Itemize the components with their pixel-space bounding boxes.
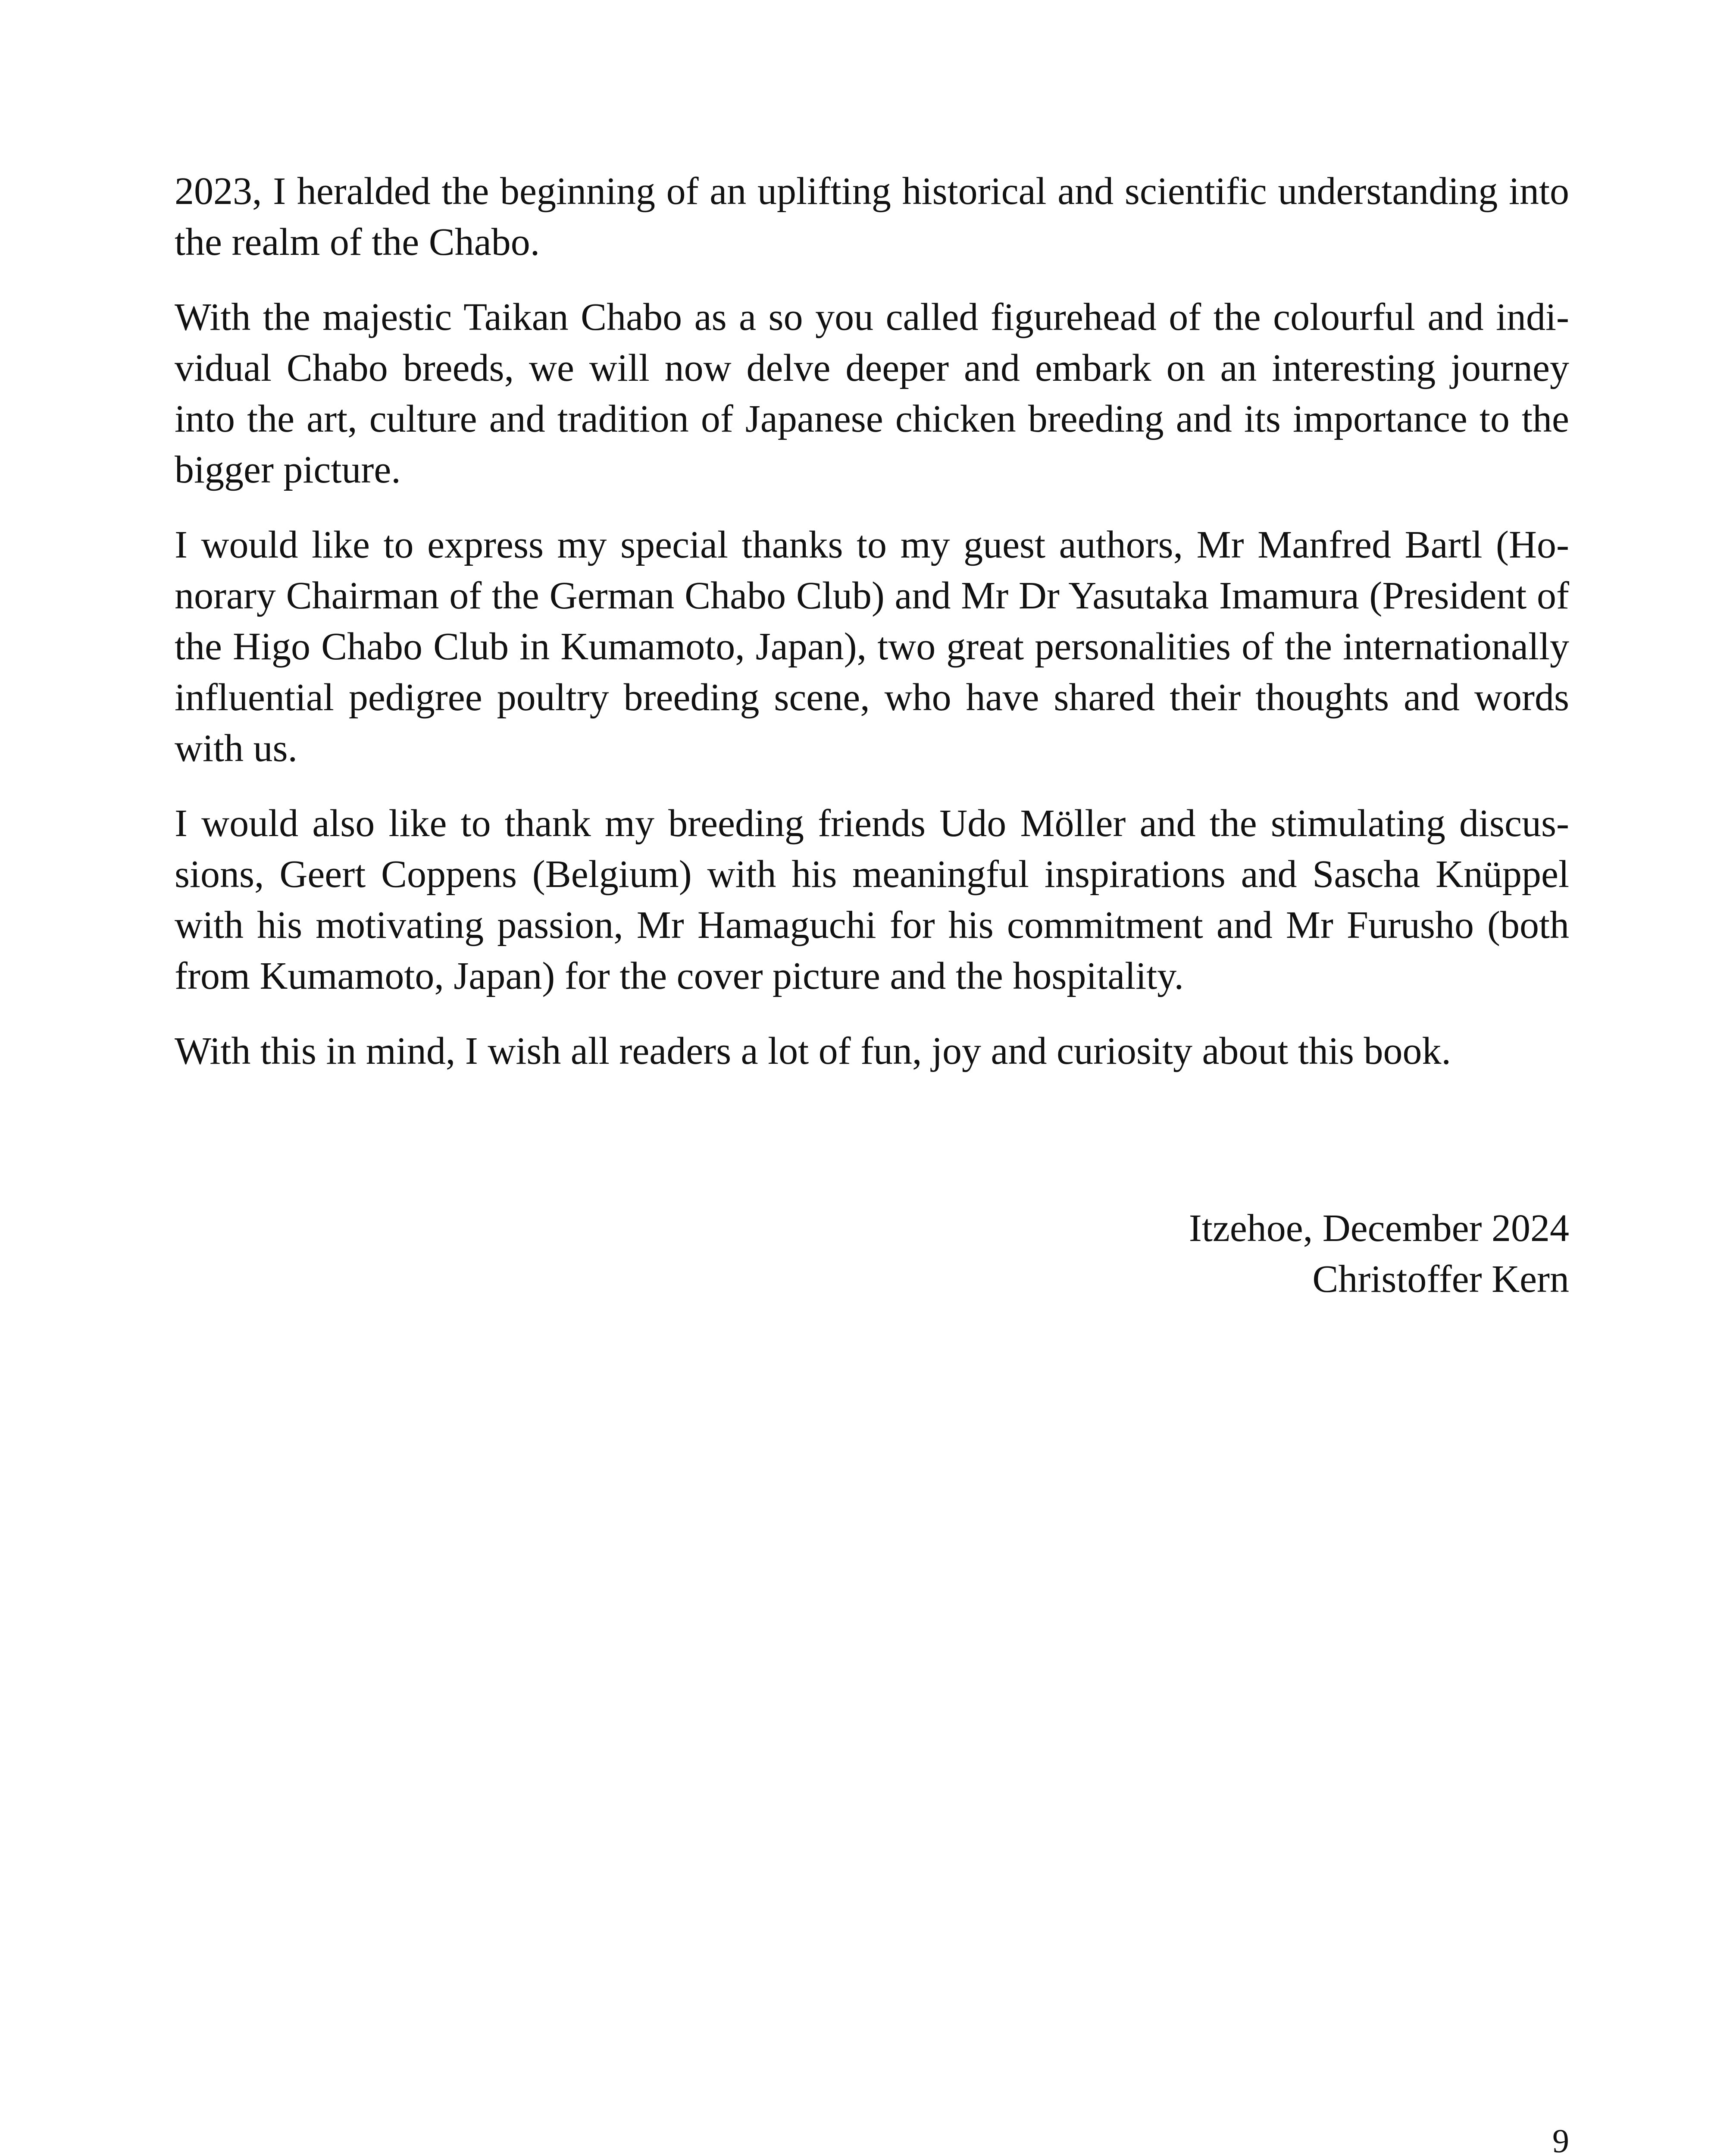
paragraph-3: I would like to express my special thanks to my guest authors, Mr Manfred Bartl (Honorary Chairman of the German Chabo Club) and Mr Dr Yasutaka Imamura (President of the Higo Chabo Club in Kumamoto, Japan), two great personalities of the internationally influential pedigree poultry breeding scene, who have shared their thoughts and words with us. (175, 523, 1569, 770)
paragraph-5: With this in mind, I wish all readers a lot of fun, joy and curiosity about this book. (175, 1030, 1451, 1072)
paragraph-1: 2023, I heralded the beginning of an uplifting historical and scientific understanding into the realm of the Chabo. (175, 170, 1569, 263)
signature-block (1189, 1203, 1569, 1305)
page-number: 9 (1552, 2122, 1569, 2156)
body-text (175, 166, 1569, 1101)
signature-author: Christoffer Kern (1312, 1258, 1569, 1300)
paragraph-2: With the majestic Taikan Chabo as a so you called figurehead of the colourful and individual Chabo breeds, we will now delve deeper and embark on an interesting journey into the art, culture and tradition of Japanese chicken breeding and its importance to the bigger picture. (175, 296, 1569, 491)
paragraph-4: I would also like to thank my breeding friends Udo Möller and the stimulating discussions, Geert Coppens (Belgium) with his meaningful inspirations and Sascha Knüppel with his motivating passion, Mr Hamaguchi for his commitment and Mr Furusho (both from Kumamoto, Japan) for the cover picture and the hospitality. (175, 802, 1569, 997)
signature-place-date: Itzehoe, December 2024 (1189, 1207, 1569, 1250)
